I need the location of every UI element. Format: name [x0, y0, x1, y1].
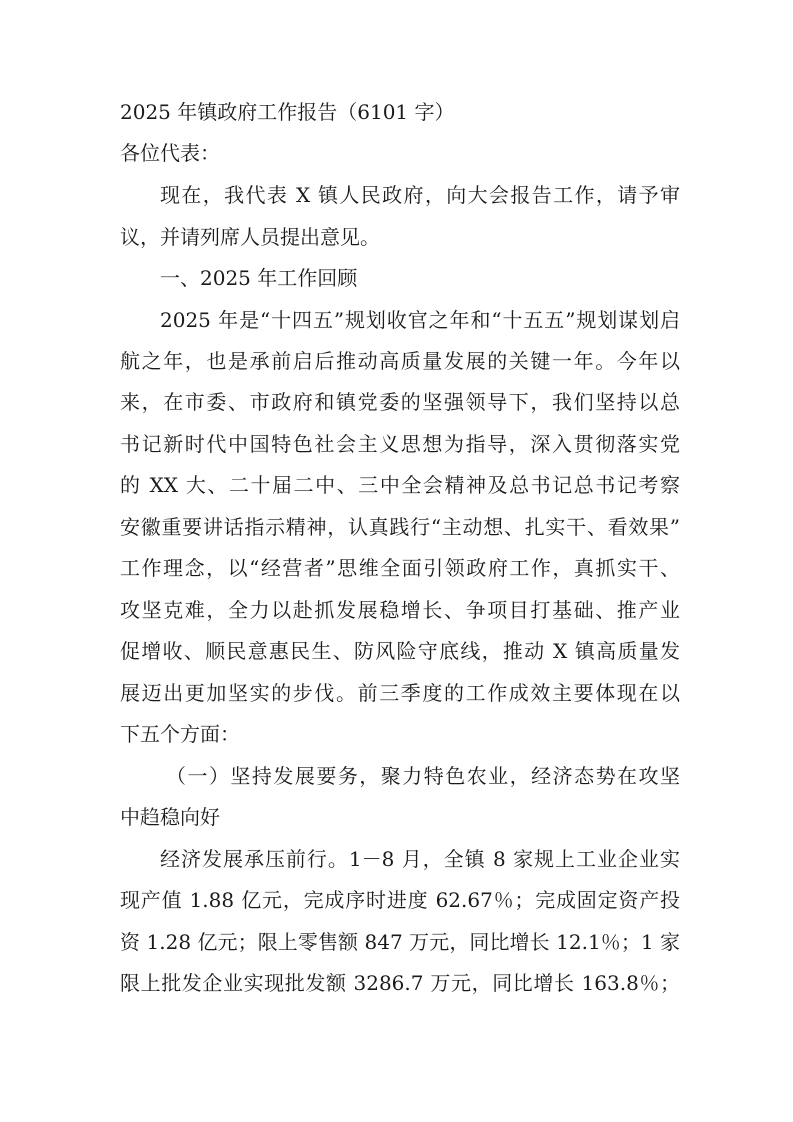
- salutation: 各位代表：: [120, 141, 220, 165]
- paragraph-line: 限上批发企业实现批发额 3286.7 万元，同比增长 163.8％；: [120, 971, 680, 995]
- paragraph-line: 书记新时代中国特色社会主义思想为指导，深入贯彻落实党: [120, 432, 680, 456]
- paragraph-line: 展迈出更加坚实的步伐。前三季度的工作成效主要体现在以: [120, 681, 680, 705]
- paragraph-line: 下五个方面：: [120, 722, 240, 746]
- paragraph-line: 安徽重要讲话指示精神，认真践行“主动想、扎实干、看效果”: [120, 515, 680, 539]
- paragraph-line: 资 1.28 亿元；限上零售额 847 万元，同比增长 12.1％；1 家: [120, 930, 680, 954]
- paragraph-line: 的 XX 大、二十届二中、三中全会精神及总书记总书记考察: [120, 473, 680, 497]
- paragraph-line: 工作理念，以“经营者”思维全面引领政府工作，真抓实干、: [120, 556, 680, 580]
- paragraph-line: 2025 年是“十四五”规划收官之年和“十五五”规划谋划启: [160, 308, 680, 332]
- subsection-heading: （一）坚持发展要务，聚力特色农业，经济态势在攻坚: [166, 764, 680, 788]
- section-heading: 一、2025 年工作回顾: [160, 266, 358, 290]
- paragraph-line: 现在，我代表 X 镇人民政府，向大会报告工作，请予审: [160, 183, 680, 207]
- paragraph-line: 现产值 1.88 亿元，完成序时进度 62.67％；完成固定资产投: [120, 888, 680, 912]
- paragraph-line: 议，并请列席人员提出意见。: [120, 225, 380, 249]
- document-title: 2025 年镇政府工作报告（6101 字）: [120, 100, 455, 124]
- paragraph-line: 航之年，也是承前启后推动高质量发展的关键一年。今年以: [120, 349, 680, 373]
- paragraph-line: 经济发展承压前行。1－8 月，全镇 8 家规上工业企业实: [160, 847, 680, 871]
- subsection-heading-cont: 中趋稳向好: [120, 805, 220, 829]
- paragraph-line: 促增收、顺民意惠民生、防风险守底线，推动 X 镇高质量发: [120, 639, 680, 663]
- paragraph-line: 来，在市委、市政府和镇党委的坚强领导下，我们坚持以总: [120, 390, 680, 414]
- paragraph-line: 攻坚克难，全力以赴抓发展稳增长、争项目打基础、推产业: [120, 598, 680, 622]
